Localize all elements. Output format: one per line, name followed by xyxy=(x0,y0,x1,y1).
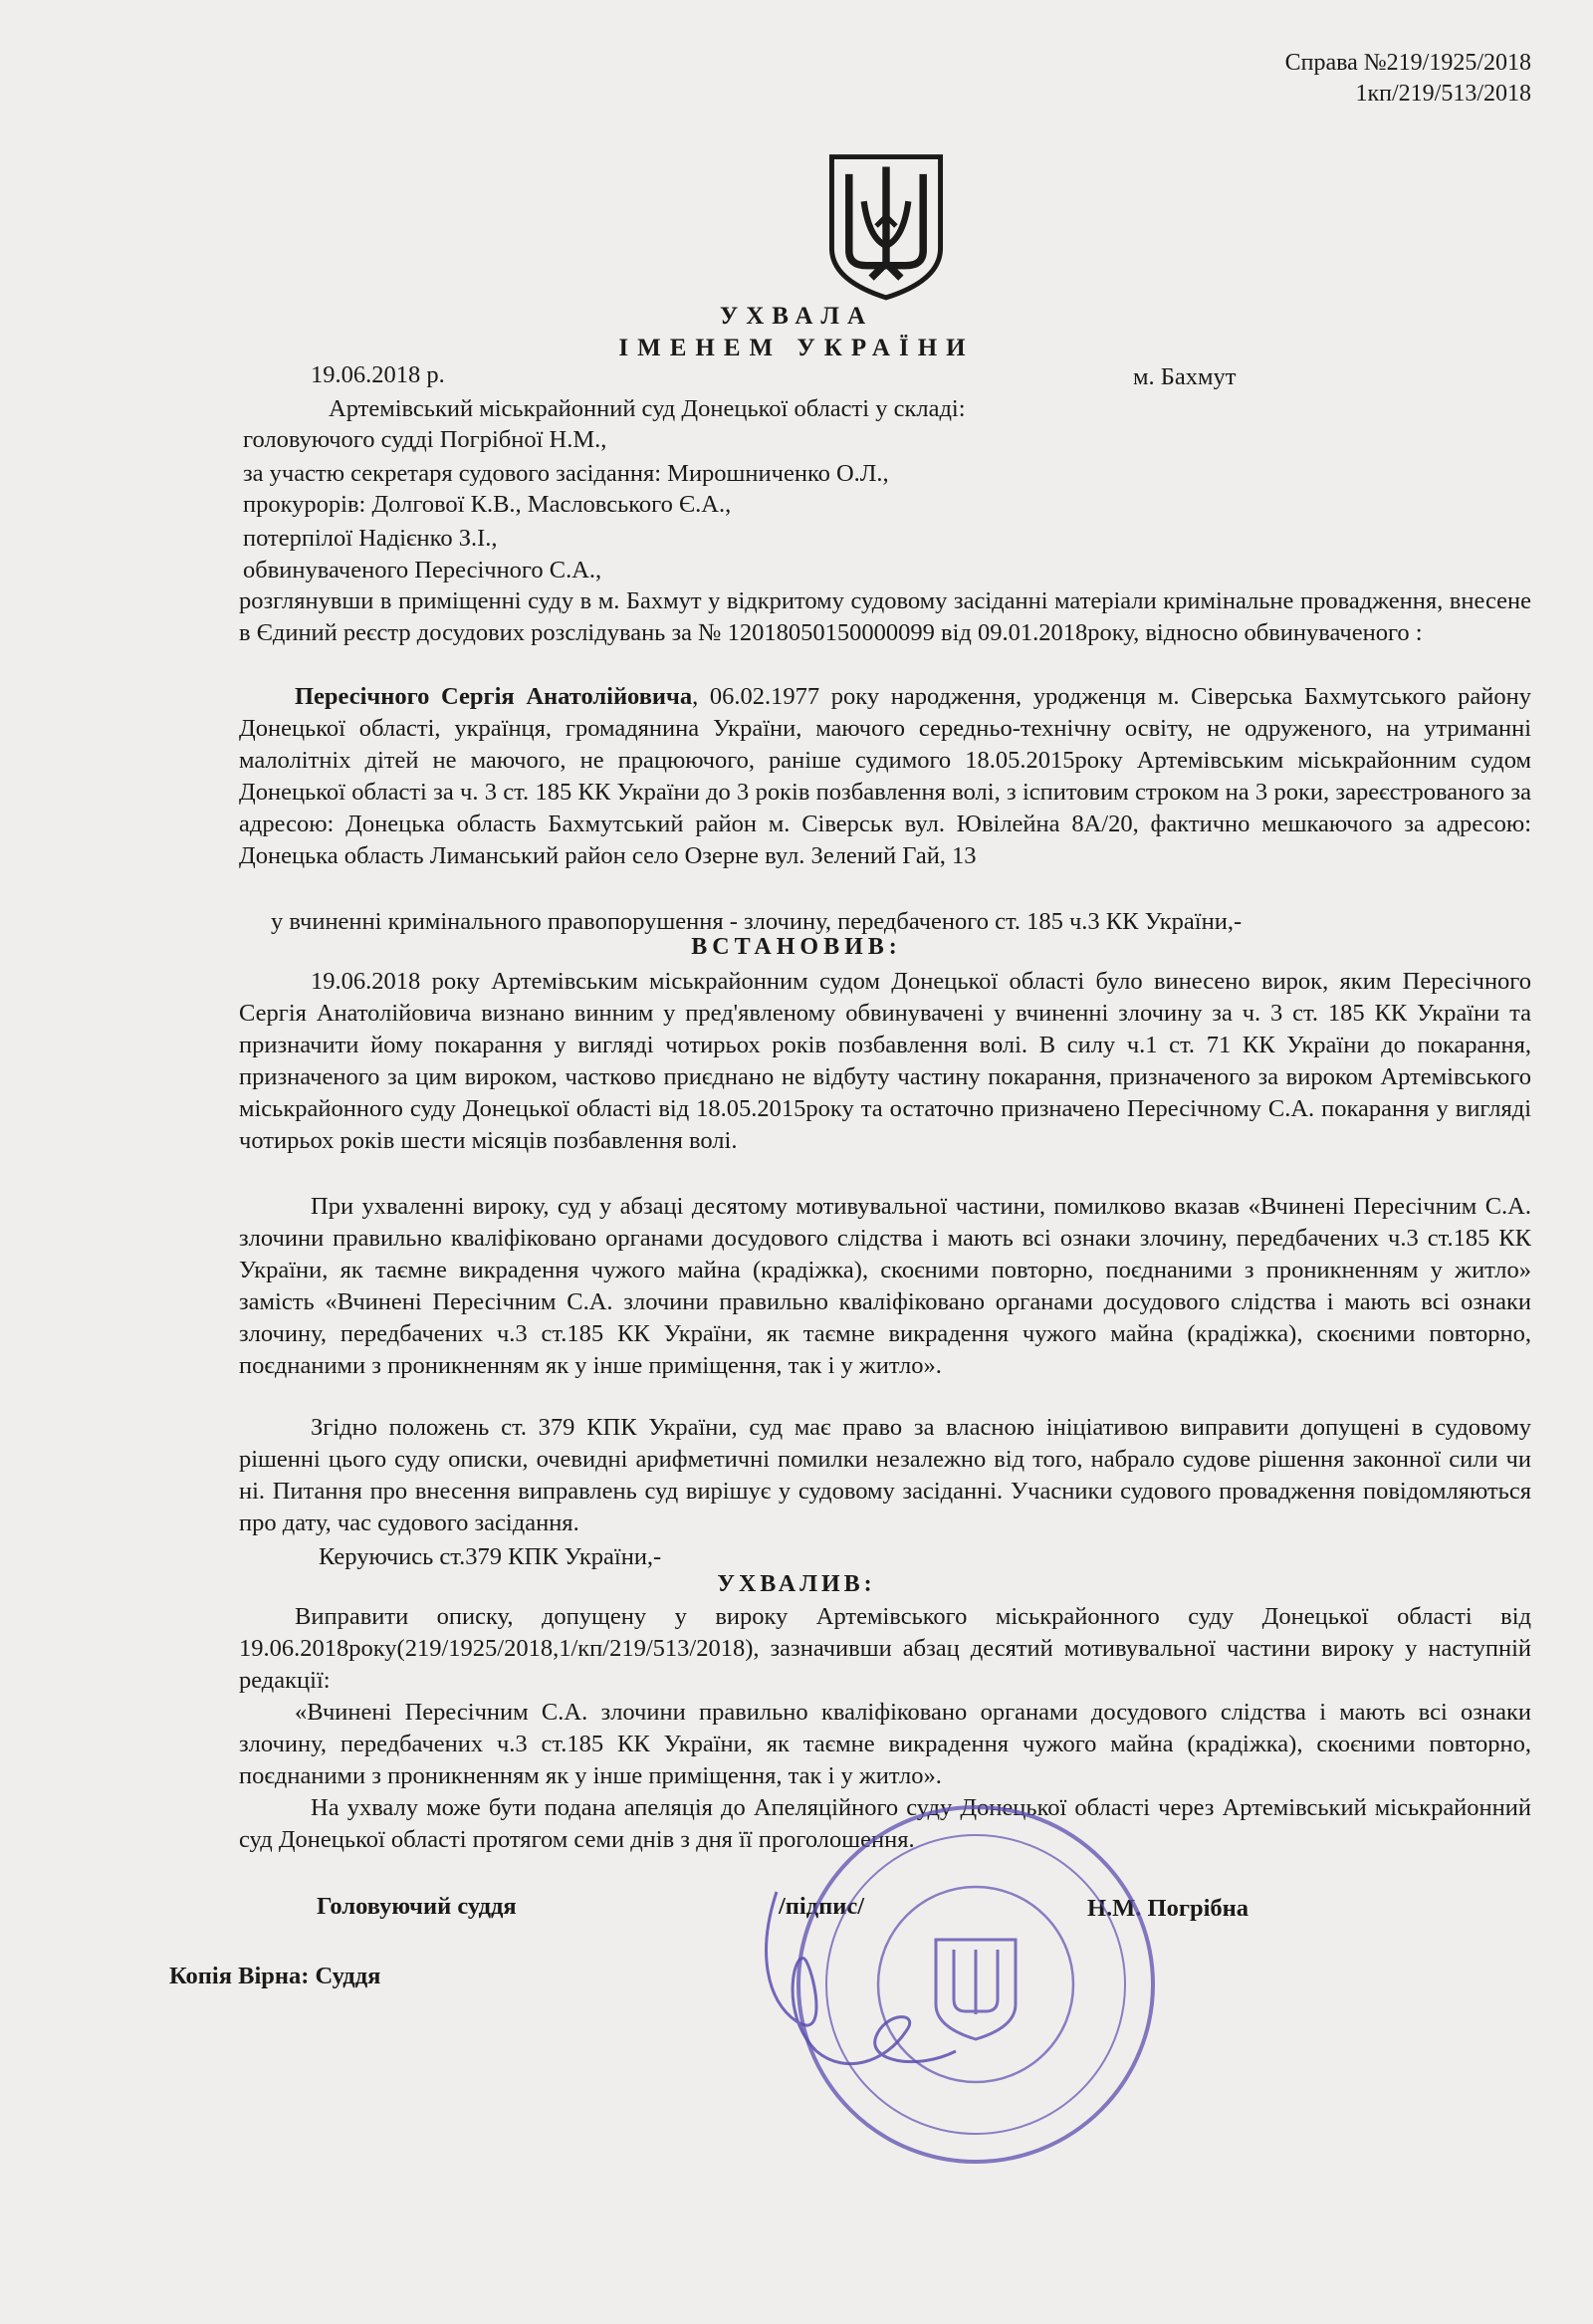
intro-paragraph: розглянувши в приміщенні суду в м. Бахмут у відкритому судовому засіданні матеріали кримінальне провадження, внесене в Єдиний реєстр досудових розслідувань за № 12018050150000099 від 09.01.2018року, відносно обвинуваченого : xyxy=(239,587,1531,646)
accused-details: , 06.02.1977 року народження, уродженця м. Сіверська Бахмутського району Донецької області, українця, громадянина України, маючого середньо-технічну освіту, не одруженого, на утриманні малолітніх дітей не маючого, не працюючого, раніше судимого 18.05.2015року Артемівським міськрайонним судом Донецької області за ч. 3 ст. 185 КК України до 3 років позбавлення волі, з іспитовим строком на 3 роки, зареєстрованого за адресою: Донецька область Бахмутський район м. Сіверськ вул. Ювілейна 8А/20, фактично мешкаючого за адресою: Донецька область Лиманський район село Озерне вул. Зелений Гай, 13 xyxy=(239,683,1532,869)
document-city: м. Бахмут xyxy=(1133,363,1237,390)
signature-label: /підпис/ xyxy=(779,1893,865,1920)
judge-signature-name: Н.М. Погрібна xyxy=(1087,1895,1250,1922)
ruled-paragraph-2: «Вчинені Пересічним С.А. злочини правильно кваліфіковано органами досудового слідства і мають всі ознаки злочину, передбачених ч.3 ст.185 КК України, як таємне викрадення чужого майна (крадіжка), скоєними повторно, поєднаними з проникненням як у інше приміщення, так і у житло». xyxy=(239,1699,1531,1789)
established-paragraph-2: При ухваленні вироку, суд у абзаці десятому мотивувальної частини, помилково вказав «Вчинені Пересічним С.А. злочини правильно кваліфіковано органами досудового слідства і мають всі ознаки злочину, передбачених ч.3 ст.185 КК України, як таємне викрадення чужого майна (крадіжка), скоєними повторно, поєднаними з проникненням у житло» замість «Вчинені Пересічним С.А. злочини правильно кваліфіковано органами досудового слідства і мають всі ознаки злочину, передбачених ч.3 ст.185 КК України, як таємне викрадення чужого майна (крадіжка), скоєними повторно, поєднаними з проникненням як у інше приміщення, так і у житло». xyxy=(239,1193,1531,1379)
case-number-block xyxy=(1285,48,1531,110)
document-title: УХВАЛА xyxy=(719,303,874,330)
charge-line: у вчиненні кримінального правопорушення - злочину, передбаченого ст. 185 ч.3 КК України,- xyxy=(271,908,1243,935)
case-number: Справа №219/1925/2018 xyxy=(1284,50,1531,76)
victim: потерпілої Надієнко З.І., xyxy=(243,525,498,552)
accused: обвинуваченого Пересічного С.А., xyxy=(243,557,602,583)
document-subtitle: ІМЕНЕМ УКРАЇНИ xyxy=(618,335,975,361)
established-heading: ВСТАНОВИВ: xyxy=(691,934,902,960)
presiding-judge: головуючого судді Погрібної Н.М., xyxy=(243,426,607,453)
ruled-paragraph-1: Виправити описку, допущену у вироку Артемівського міськрайонного суду Донецької області від 19.06.2018року(219/1925/2018,1/кп/219/513/2018), зазначивши абзац десятий мотивувальної частини вироку у наступній редакції: xyxy=(239,1603,1531,1694)
court-secretary: за участю секретаря судового засідання: Мирошниченко О.Л., xyxy=(243,460,889,487)
court-composition: Артемівський міськрайонний суд Донецької області у складі: xyxy=(329,395,966,422)
established-paragraph-3: Згідно положень ст. 379 КПК України, суд має право за власною ініціативою виправити допущені в судовому рішенні цього суду описки, очевидні арифметичні помилки незалежно від того, набрало судове рішення законної сили чи ні. Питання про внесення виправлень суд вирішує у судовому засіданні. Учасники судового провадження повідомляються про дату, час судового засідання. xyxy=(239,1414,1531,1536)
presiding-judge-label: Головуючий суддя xyxy=(317,1893,517,1920)
guided-by-line: Керуючись ст.379 КПК України,- xyxy=(319,1543,662,1570)
document-date: 19.06.2018 р. xyxy=(311,361,445,388)
coat-of-arms-icon xyxy=(824,151,948,301)
appeal-paragraph: На ухвалу може бути подана апеляція до Апеляційного суду Донецької області через Артемівський міськрайонний суд Донецької області протягом семи днів з дня її проголошення. xyxy=(239,1794,1531,1853)
handwritten-signature xyxy=(737,1862,1016,2101)
case-number-secondary: 1кп/219/513/2018 xyxy=(1355,81,1531,107)
accused-details-paragraph xyxy=(239,681,1531,872)
prosecutors: прокурорів: Долгової К.В., Масловського Є.А., xyxy=(243,491,732,518)
accused-full-name: Пересічного Сергія Анатолійовича xyxy=(295,683,693,710)
established-paragraph-1: 19.06.2018 року Артемівським міськрайонним судом Донецької області було винесено вирок, яким Пересічного Сергія Анатолійовича визнано винним у пред'явленому обвинувачені у вчиненні злочину за ч. 3 ст. 185 КК України та призначити йому покарання у вигляді чотирьох років позбавлення волі. В силу ч.1 ст. 71 КК України до покарання, призначеного за цим вироком, частково приєднано не відбуту частину покарання, призначеного за вироком Артемівського міськрайонного суду Донецької області від 18.05.2015року та остаточно призначено Пересічному С.А. покарання у вигляді чотирьох років шести місяців позбавлення волі. xyxy=(239,968,1531,1154)
ruled-heading: УХВАЛИВ: xyxy=(717,1571,876,1597)
copy-certified-label: Копія Вірна: Суддя xyxy=(169,1963,381,1989)
